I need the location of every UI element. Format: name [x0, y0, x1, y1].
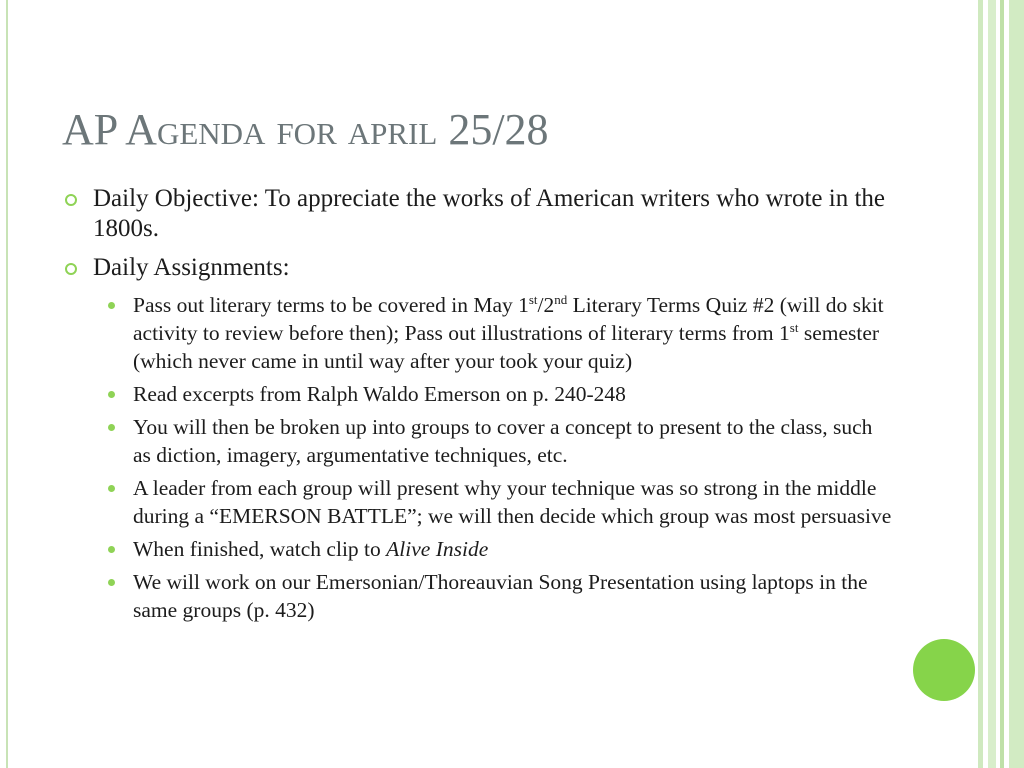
bullet-text: Daily Objective: To appreciate the works of American writers who wrote in the 1800s.: [93, 185, 885, 242]
superscript: nd: [554, 292, 568, 307]
dot-bullet-icon: [108, 302, 115, 309]
superscript: st: [528, 292, 538, 307]
right-stripe: [1009, 0, 1024, 768]
list-item: [102, 380, 892, 408]
ring-bullet-icon: [65, 263, 77, 275]
decorative-circle: [913, 639, 975, 701]
slide-title: AP Agenda for april 25/28: [62, 105, 549, 154]
list-item: [102, 535, 892, 563]
list-item: [102, 413, 892, 469]
dot-bullet-icon: [108, 485, 115, 492]
bullet-daily-assignments: [62, 253, 892, 283]
right-stripe: [988, 0, 996, 768]
item-text: Pass out literary terms to be covered in May 1: [133, 293, 529, 317]
superscript: st: [789, 320, 799, 335]
item-text: Read excerpts from Ralph Waldo Emerson on p. 240-248: [133, 382, 626, 406]
list-item: [102, 474, 892, 530]
item-text: Literary Terms Quiz #2 (will do skit activity to review before then); Pass out illustrations of literary terms from 1: [133, 293, 884, 345]
right-stripe: [1000, 0, 1004, 768]
dot-bullet-icon: [108, 546, 115, 553]
film-title: Alive Inside: [386, 537, 489, 561]
item-text: We will work on our Emersonian/Thoreauvian Song Presentation using laptops in the same groups (p. 432): [133, 570, 868, 622]
left-border-rule: [6, 0, 8, 768]
item-text: /2: [537, 293, 555, 317]
dot-bullet-icon: [108, 391, 115, 398]
item-text: You will then be broken up into groups to cover a concept to present to the class, such as diction, imagery, argumentative techniques, etc.: [133, 415, 873, 467]
item-text: A leader from each group will present why your technique was so strong in the middle during a “EMERSON BATTLE”; we will then decide which group was most persuasive: [133, 476, 892, 528]
bullet-daily-objective: [62, 184, 892, 244]
dot-bullet-icon: [108, 424, 115, 431]
dot-bullet-icon: [108, 579, 115, 586]
ring-bullet-icon: [65, 194, 77, 206]
list-item: [102, 291, 892, 375]
assignments-list: [62, 291, 892, 624]
item-text: semester (which never came in until way after your took your quiz): [133, 321, 880, 373]
item-text: When finished, watch clip to: [133, 537, 387, 561]
bullet-text: Daily Assignments:: [93, 254, 290, 281]
list-item: [102, 568, 892, 624]
slide-content: [62, 184, 892, 629]
right-stripe: [978, 0, 983, 768]
